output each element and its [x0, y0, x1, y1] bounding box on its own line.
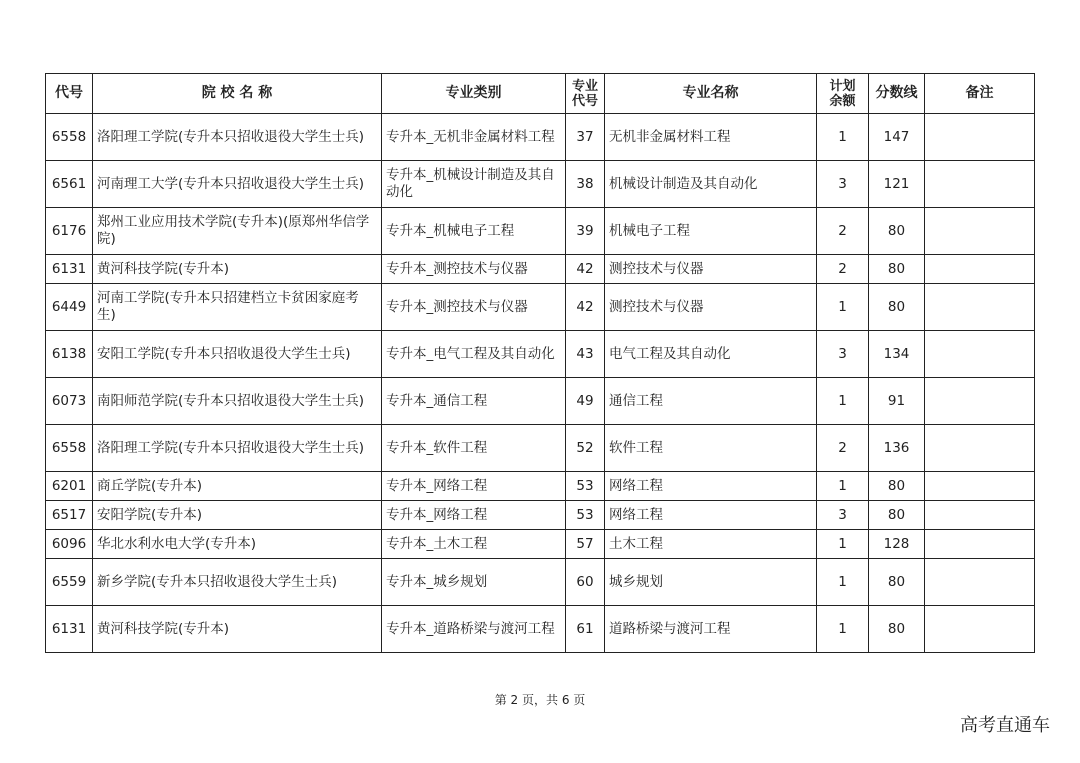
cell-school: 黄河科技学院(专升本): [93, 255, 382, 284]
cell-plan: 3: [817, 161, 869, 208]
header-major: 专业名称: [605, 74, 817, 114]
cell-category: 专升本_电气工程及其自动化: [382, 331, 566, 378]
table-row: [46, 425, 1035, 472]
cell-score: 80: [869, 208, 925, 255]
table-row: [46, 559, 1035, 606]
cell-major: 网络工程: [605, 472, 817, 501]
cell-major: 网络工程: [605, 501, 817, 530]
cell-note: [925, 331, 1035, 378]
cell-score: 80: [869, 606, 925, 653]
table-row: [46, 378, 1035, 425]
header-code: 代号: [46, 74, 93, 114]
cell-score: 91: [869, 378, 925, 425]
cell-category: 专升本_通信工程: [382, 378, 566, 425]
cell-school: 洛阳理工学院(专升本只招收退役大学生士兵): [93, 425, 382, 472]
cell-score: 80: [869, 284, 925, 331]
page-number: 第 2 页，共 6 页: [494, 693, 586, 707]
table-row: [46, 530, 1035, 559]
cell-note: [925, 606, 1035, 653]
cell-major: 城乡规划: [605, 559, 817, 606]
cell-school: 河南工学院(专升本只招建档立卡贫困家庭考生): [93, 284, 382, 331]
cell-plan: 1: [817, 284, 869, 331]
cell-school: 华北水利水电大学(专升本): [93, 530, 382, 559]
cell-plan: 3: [817, 331, 869, 378]
cell-plan: 1: [817, 606, 869, 653]
cell-note: [925, 501, 1035, 530]
cell-code: 6558: [46, 425, 93, 472]
cell-category: 专升本_机械电子工程: [382, 208, 566, 255]
header-major-code: 专业 代号: [566, 74, 605, 114]
cell-score: 136: [869, 425, 925, 472]
cell-score: 147: [869, 114, 925, 161]
cell-school: 安阳学院(专升本): [93, 501, 382, 530]
cell-category: 专升本_网络工程: [382, 501, 566, 530]
cell-major-code: 52: [566, 425, 605, 472]
cell-school: 新乡学院(专升本只招收退役大学生士兵): [93, 559, 382, 606]
cell-major-code: 61: [566, 606, 605, 653]
cell-plan: 2: [817, 425, 869, 472]
table-row: [46, 208, 1035, 255]
cell-major: 软件工程: [605, 425, 817, 472]
cell-major: 土木工程: [605, 530, 817, 559]
cell-plan: 1: [817, 472, 869, 501]
table-row: [46, 331, 1035, 378]
table-row: [46, 501, 1035, 530]
table-row: [46, 114, 1035, 161]
cell-major-code: 39: [566, 208, 605, 255]
cell-category: 专升本_无机非金属材料工程: [382, 114, 566, 161]
cell-major-code: 53: [566, 501, 605, 530]
cell-major-code: 37: [566, 114, 605, 161]
cell-major-code: 43: [566, 331, 605, 378]
cell-plan: 2: [817, 255, 869, 284]
cell-score: 121: [869, 161, 925, 208]
table-row: [46, 606, 1035, 653]
header-note: 备注: [925, 74, 1035, 114]
cell-category: 专升本_网络工程: [382, 472, 566, 501]
cell-category: 专升本_道路桥梁与渡河工程: [382, 606, 566, 653]
cell-note: [925, 530, 1035, 559]
cell-code: 6558: [46, 114, 93, 161]
table-row: [46, 284, 1035, 331]
cell-category: 专升本_软件工程: [382, 425, 566, 472]
cell-note: [925, 114, 1035, 161]
cell-category: 专升本_城乡规划: [382, 559, 566, 606]
cell-major-code: 57: [566, 530, 605, 559]
cell-category: 专升本_土木工程: [382, 530, 566, 559]
table-body: [46, 114, 1035, 653]
cell-score: 80: [869, 501, 925, 530]
cell-note: [925, 472, 1035, 501]
cell-major-code: 60: [566, 559, 605, 606]
cell-score: 80: [869, 559, 925, 606]
header-plan: 计划 余额: [817, 74, 869, 114]
cell-plan: 1: [817, 378, 869, 425]
cell-major: 通信工程: [605, 378, 817, 425]
cell-note: [925, 425, 1035, 472]
cell-school: 南阳师范学院(专升本只招收退役大学生士兵): [93, 378, 382, 425]
cell-major: 测控技术与仪器: [605, 255, 817, 284]
cell-major: 电气工程及其自动化: [605, 331, 817, 378]
table-row: [46, 472, 1035, 501]
cell-score: 80: [869, 255, 925, 284]
table-row: [46, 161, 1035, 208]
admission-score-table: [45, 73, 1035, 653]
cell-category: 专升本_测控技术与仪器: [382, 284, 566, 331]
cell-note: [925, 255, 1035, 284]
cell-code: 6138: [46, 331, 93, 378]
cell-plan: 1: [817, 530, 869, 559]
cell-category: 专升本_测控技术与仪器: [382, 255, 566, 284]
cell-major: 机械设计制造及其自动化: [605, 161, 817, 208]
cell-code: 6517: [46, 501, 93, 530]
cell-major: 道路桥梁与渡河工程: [605, 606, 817, 653]
cell-school: 洛阳理工学院(专升本只招收退役大学生士兵): [93, 114, 382, 161]
cell-major-code: 42: [566, 255, 605, 284]
cell-school: 安阳工学院(专升本只招收退役大学生士兵): [93, 331, 382, 378]
cell-school: 黄河科技学院(专升本): [93, 606, 382, 653]
header-category: 专业类别: [382, 74, 566, 114]
cell-code: 6201: [46, 472, 93, 501]
cell-note: [925, 559, 1035, 606]
cell-score: 80: [869, 472, 925, 501]
cell-note: [925, 284, 1035, 331]
cell-code: 6449: [46, 284, 93, 331]
cell-plan: 3: [817, 501, 869, 530]
header-school: 院 校 名 称: [93, 74, 382, 114]
cell-code: 6073: [46, 378, 93, 425]
header-score: 分数线: [869, 74, 925, 114]
cell-major-code: 38: [566, 161, 605, 208]
brand-watermark: 高考直通车: [960, 715, 1050, 736]
cell-note: [925, 378, 1035, 425]
cell-major-code: 53: [566, 472, 605, 501]
cell-code: 6561: [46, 161, 93, 208]
cell-plan: 1: [817, 114, 869, 161]
cell-major: 测控技术与仪器: [605, 284, 817, 331]
cell-code: 6131: [46, 255, 93, 284]
cell-code: 6131: [46, 606, 93, 653]
table-row: [46, 255, 1035, 284]
cell-school: 郑州工业应用技术学院(专升本)(原郑州华信学院): [93, 208, 382, 255]
table-header-row: [46, 74, 1035, 114]
cell-major-code: 49: [566, 378, 605, 425]
cell-category: 专升本_机械设计制造及其自动化: [382, 161, 566, 208]
cell-plan: 2: [817, 208, 869, 255]
cell-school: 河南理工大学(专升本只招收退役大学生士兵): [93, 161, 382, 208]
cell-score: 128: [869, 530, 925, 559]
cell-plan: 1: [817, 559, 869, 606]
cell-note: [925, 161, 1035, 208]
cell-score: 134: [869, 331, 925, 378]
cell-major: 无机非金属材料工程: [605, 114, 817, 161]
cell-code: 6176: [46, 208, 93, 255]
cell-major: 机械电子工程: [605, 208, 817, 255]
cell-code: 6096: [46, 530, 93, 559]
cell-code: 6559: [46, 559, 93, 606]
cell-note: [925, 208, 1035, 255]
cell-school: 商丘学院(专升本): [93, 472, 382, 501]
cell-major-code: 42: [566, 284, 605, 331]
